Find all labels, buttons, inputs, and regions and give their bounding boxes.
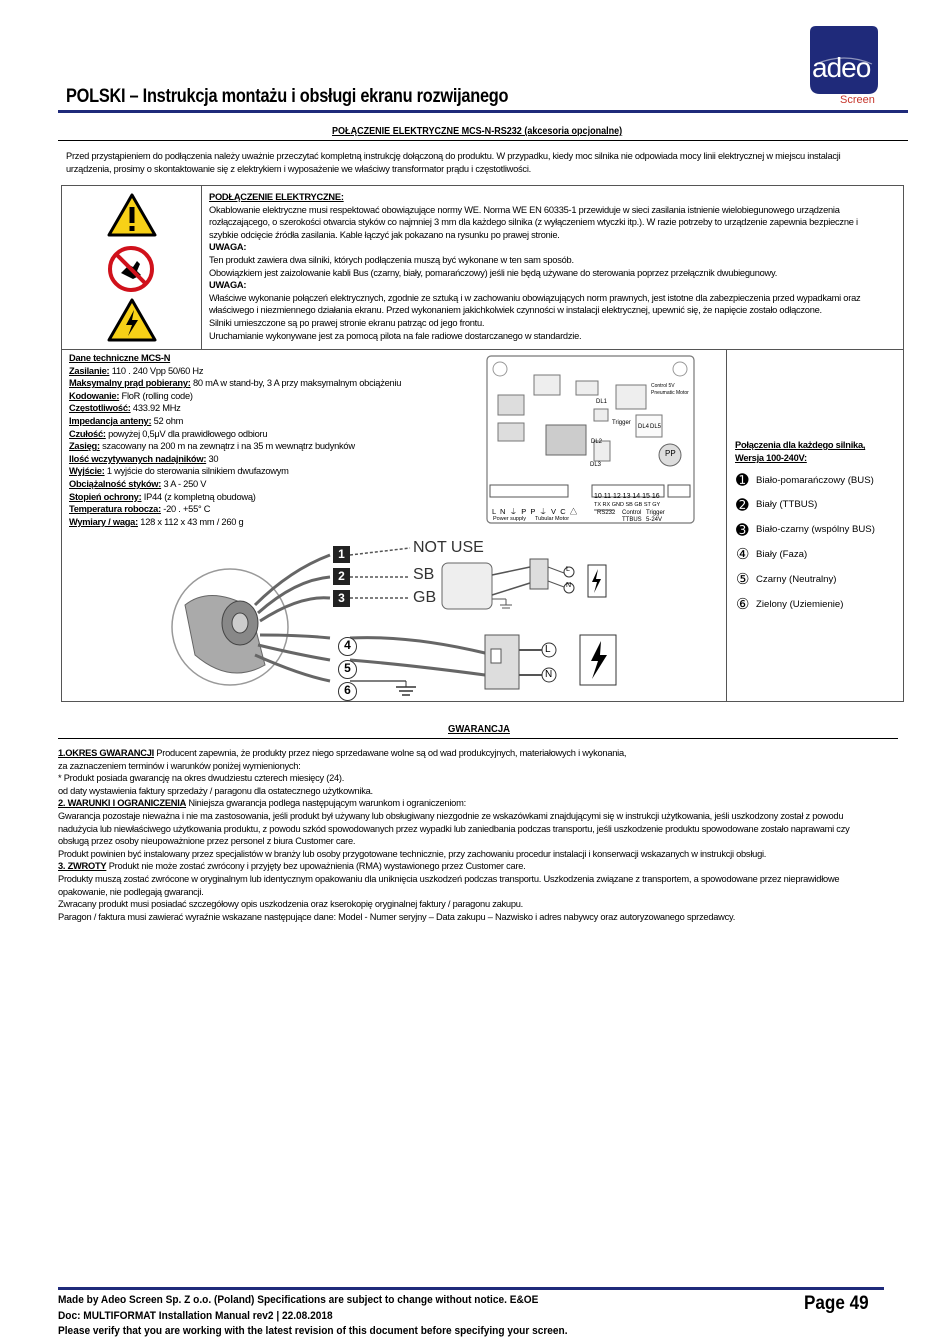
board-label-dl3: DL3 [590,462,602,468]
spec-label: Obciążalność styków: [69,478,162,489]
connection-label: Biało-pomarańczowy (BUS) [756,474,874,486]
no-touch-icon [107,245,155,293]
logo-text: adeo [812,52,871,83]
terminal-n-small: N [566,582,572,589]
spec-value: 30 [206,453,219,464]
connection-item [736,545,807,563]
board-label-dl5: DL5 [650,424,662,430]
terminal-signal-labels: TX RX GND SB GB ST GY [594,502,661,508]
wire-number-badge: 3 [333,590,350,607]
uwaga-line: Silniki umieszczone są po prawej stronie ekranu patrząc od jego frontu. [209,317,485,328]
spec-value: 52 ohm [151,415,184,426]
connection-item [736,496,817,514]
warranty-line: * Produkt posiada gwarancję na okres dwudziestu czterech miesięcy (24). [58,773,345,784]
board-label-rs232: RS232 [597,510,616,516]
board-terminal-signals [594,502,660,508]
wire-number-badge: 1 [333,546,350,563]
warranty-p3-text: Produkt nie może zostać zwrócony i przyjęty bez upoważnienia (RMA) wystawionego przez Customer care. [106,861,526,872]
header-rule [58,110,908,113]
uwaga-heading: UWAGA: [209,280,247,291]
terminal-n: N [545,669,553,680]
electrical-section-title: POŁĄCZENIE ELEKTRYCZNE MCS-N-RS232 (akcesoria opcjonalne) [332,125,623,137]
warranty-title: GWARANCJA [448,723,510,735]
connection-label: Biało-czarny (wspólny BUS) [756,524,875,536]
board-label-pneumatic-motor: Pneumatic Motor [651,390,689,396]
spec-row [69,503,479,516]
board-label-trigger: Trigger [646,510,665,516]
connections-heading-line-1: Połączenia dla każdego silnika, [735,440,866,450]
spec-row [69,453,479,466]
page-title: POLSKI – Instrukcja montażu i obsługi ekranu rozwijanego [66,86,509,107]
warranty-line: Zwracany produkt musi posiadać szczegółowy opis uszkodzenia oraz kserokopię oryginalnej faktury / paragonu zakupu. [58,899,524,910]
connection-number: ⑤ [736,571,750,589]
spec-row [69,415,479,428]
warning-line: rozłączającego, o szerokości otwarcia styków co najmniej 3 mm dla każdego silnika (z wyłączeniem wtyczki itp.). W razie potrzeby to urządzenie zapewnia bezpieczne i [209,217,858,228]
connections-heading-line-2: Wersja 100-240V: [735,453,807,463]
uwaga-line: Ten produkt zawiera dwa silniki, których podłączenia muszą być wykonane w ten sam sposób. [209,254,574,265]
connections-heading [735,439,865,465]
spec-label: Impedancja anteny: [69,415,152,426]
connection-number: ④ [736,546,750,564]
intro-line-1: Przed przystąpieniem do podłączenia należy uważnie przeczytać kompletną instrukcję dołączoną do produktu. W przypadku, kiedy moc silnika nie odpowiada mocy linii elektrycznej w miejscu instalacji [66,151,841,161]
warning-box-divider [201,185,202,350]
motor-wiring-diagram [170,535,630,700]
warranty-line: Paragon / faktura musi zawierać wyraźnie wskazane następujące dane: Model - Numer seryjny – Data zakupu – Nazwisko i adres nabywcy oraz autoryzowanego sprzedawcy. [58,911,736,922]
specs-list [69,352,479,528]
warranty-line: Gwarancja pozostaje nieważna i nie ma zastosowania, jeśli produkt był używany lub obsługiwany niezgodnie ze wskazówkami znajdującymi się w instrukcji użytkowania, jeśli uszkodzony został z powodu [58,810,844,821]
warranty-line: opakowanie, nie podlegają gwarancji. [58,886,204,897]
warranty-p2-text: Niniejsza gwarancja podlega następującym warunkom i ograniczeniom: [186,798,466,809]
footer-line-2: Doc: MULTIFORMAT Installation Manual rev2 | 22.08.2018 [58,1309,333,1322]
connection-item [736,521,875,539]
wire-label-sb: SB [413,566,435,583]
connection-number: ⑥ [736,596,750,613]
wire-number-badge: 5 [338,660,357,679]
board-label-trigger-voltage: 5-24V [646,517,663,523]
uwaga-line: właściwego i niezmiennego działania ekranu. Przed wykonaniem jakichkolwiek czynności w instalacji elektrycznej, upewnić się, że napięcie zostało odłączone. [209,305,822,316]
warning-line: szybkie odcięcie źródła zasilania. Kable łączyć jak pokazano na rysunku po prawej stronie. [209,229,560,240]
spec-label: Zasilanie: [69,365,110,376]
warranty-p1-text: Producent zapewnia, że produkty przez niego sprzedawane wolne są od wad produkcyjnych, materiałowych i wykonania, [153,748,627,758]
uwaga-line: Właściwe wykonanie połączeń elektrycznych, zgodnie ze sztuką i w zachowaniu obowiązujących norm prawnych, jest istotne dla zabezpieczenia przed wypadkami oraz [209,292,861,303]
electrical-intro [66,150,906,175]
warranty-line: obsługą przez osoby nieupoważnione przez personel z biura Customer care. [58,836,356,847]
footer-line-1: Made by Adeo Screen Sp. Z o.o. (Poland) Specifications are subject to change without notice. E&OE [58,1294,539,1306]
spec-label: Ilość wczytywanych nadajników: [69,453,207,464]
spec-row [69,390,479,403]
general-warning-icon [107,193,157,237]
warranty-rule [58,738,898,739]
footer-rule [58,1287,884,1290]
terminal-l: L [545,644,551,655]
warning-line: Okablowanie elektryczne musi respektować obowiązujące normy WE. Norma WE EN 60335-1 przewiduje w sieci zasilania istnienie wielobiegunowego urządzenia [209,204,840,215]
board-label-dl2: DL2 [591,439,603,445]
wire-number-badge: 6 [338,682,357,701]
wire-number-badge: 2 [333,568,350,585]
spec-row [69,516,479,529]
spec-value: 433.92 MHz [130,403,181,414]
spec-value: 3 A - 250 V [161,478,207,489]
warranty-p3-heading: 3. ZWROTY [58,861,107,872]
uwaga-line: Uruchamianie wykonywane jest za pomocą pilota na fale radiowe dostarczanego w standardzie. [209,330,582,341]
spec-row [69,365,479,378]
board-label-control: Control [622,510,642,516]
warranty-line: Produkty muszą zostać zwrócone w oryginalnym lub identycznym opakowaniu dla uniknięcia uszkodzeń podczas transportu. Uszkodzenia związane z transportem, a spowodowane przez nieprawidłowe [58,873,840,884]
warranty-line: Produkt powinien być instalowany przez specjalistów w branży lub osoby przygotowane technicznie, przy zachowaniu procedur instalacji i konserwacji wskazanych w instrukcji obsługi. [58,848,767,859]
spec-label: Kodowanie: [69,390,120,401]
spec-value: FloR (rolling code) [119,390,193,401]
high-voltage-icon [107,298,157,342]
footer-text [58,1293,568,1340]
warning-heading: PODŁĄCZENIE ELEKTRYCZNE: [209,192,344,202]
connection-item [736,570,837,588]
connection-number: ➌ [736,521,749,539]
spec-value: powyżej 0,5μV dla prawidłowego odbioru [105,428,268,439]
terminal-l-small: L [566,566,570,573]
spec-value: 128 x 112 x 43 mm / 260 g [137,516,244,527]
connection-number: ➋ [736,496,749,514]
spec-value: 110 . 240 Vpp 50/60 Hz [109,365,204,376]
connection-number: ➊ [736,472,749,489]
board-label-trigger-side: Trigger [612,420,631,426]
company-logo [806,24,882,108]
connection-label: Biały (TTBUS) [756,499,818,511]
warranty-line: nadużycia lub niewłaściwego użytkowania produktu, z powodu szkód spowodowanych przez wypadki lub zaniedbania podczas transportu, jeśli uszkodzenie produktu spowodowane zostało naprawami czy [58,823,850,834]
spec-value: 80 mA w stand-by, 3 A przy maksymalnym obciążeniu [190,378,402,389]
board-bottom-left-labels: L N ⏚ P P ⏚ V C △ [492,507,578,516]
board-label-tubular-motor: Tubular Motor [535,516,570,522]
connection-label: Biały (Faza) [756,548,808,560]
electrical-warning-text [209,191,899,342]
spec-row [69,491,479,504]
spec-value: -20 . +55° C [160,504,211,515]
terminal-numbers: 10 11 12 13 14 15 16 [594,493,660,500]
board-label-pp: PP [665,449,676,458]
spec-label: Częstotliwość: [69,403,131,414]
spec-row [69,377,479,390]
spec-label: Temperatura robocza: [69,504,161,515]
wire-label-not-use: NOT USE [413,539,484,556]
connection-item [736,595,843,613]
spec-value: IP44 (z kompletną obudową) [141,491,256,502]
spec-label: Wymiary / waga: [69,516,138,527]
connection-label: Zielony (Uziemienie) [756,598,844,610]
board-label-power-supply: Power supply [493,516,527,522]
spec-row [69,478,479,491]
spec-row [69,465,479,478]
section-rule [58,140,908,141]
board-terminal-numbers [594,493,660,500]
connection-label: Czarny (Neutralny) [756,573,837,585]
board-label-ttbus: TTBUS [622,517,642,523]
spec-label: Zasięg: [69,441,100,452]
logo-subtext: Screen [840,94,875,106]
connections-divider [726,349,727,702]
spec-label: Maksymalny prąd pobierany: [69,378,191,389]
warranty-text [58,747,908,923]
footer-line-3: Please verify that you are working with the latest revision of this document before specifying your screen. [58,1325,568,1338]
warranty-p1-heading: 1.OKRES GWARANCJI [58,748,154,758]
specs-heading: Dane techniczne MCS-N [69,353,171,363]
spec-row [69,428,479,441]
spec-value: 1 wyjście do sterowania silnikiem dwufazowym [104,466,289,477]
board-label-control-5v: Control 5V [651,383,675,389]
uwaga-line: Obowiązkiem jest zaizolowanie kabli Bus (czarny, biały, pomarańczowy) jeśli nie będą używane do sterowania poprzez przełącznik dwubiegunowy. [209,267,778,278]
spec-row [69,402,479,415]
spec-row [69,440,479,453]
warranty-p2-heading: 2. WARUNKI I OGRANICZENIA [58,798,187,809]
spec-value: szacowany na 200 m na zewnątrz i na 35 m wewnątrz budynków [99,441,355,452]
spec-label: Stopień ochrony: [69,491,142,502]
spec-label: Czułość: [69,428,106,439]
board-label-dl1: DL1 [596,399,608,405]
warranty-line: za zaznaczeniem terminów i warunków poniżej wymienionych: [58,760,301,771]
uwaga-heading: UWAGA: [209,242,247,253]
spec-label: Wyjście: [69,466,105,477]
wire-label-gb: GB [413,589,437,606]
wire-number-badge: 4 [338,637,357,656]
page-number: Page 49 [804,1293,869,1314]
warranty-line: od daty wystawienia faktury sprzedaży / paragonu dla ostatecznego użytkownika. [58,785,373,796]
board-label-dl4: DL4 [638,424,650,430]
connection-item [736,471,874,489]
intro-line-2: urządzenia, prosimy o skontaktowanie się z elektrykiem i wyposażenie we właściwy transformator prądu i częstotliwości. [66,163,531,174]
